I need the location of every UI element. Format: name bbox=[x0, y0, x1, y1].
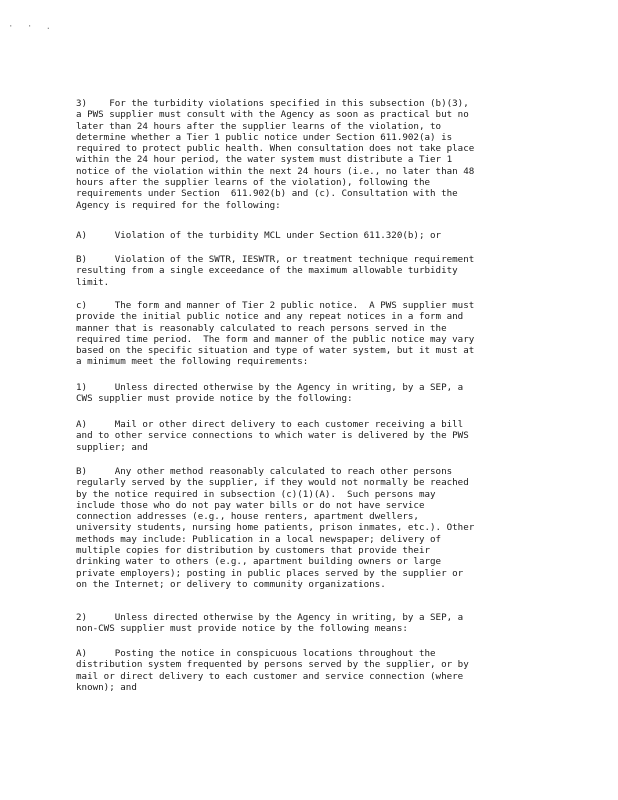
paragraph-c: c) The form and manner of Tier 2 public notice. A PWS supplier must provide the initial public notice and any repeat notices in a form and manner that is reasonably calculated to reach persons served in the required time period. The form and manner of the public notice may vary based on the specific situation and type of water system, but it must at a minimum meet the following requirements: bbox=[76, 300, 475, 368]
paragraph-1: 1) Unless directed otherwise by the Agency in writing, by a SEP, a CWS supplier must provide notice by the following: bbox=[76, 382, 464, 405]
paragraph-a: A) Violation of the turbidity MCL under Section 611.320(b); or bbox=[76, 230, 442, 241]
paragraph-1a: A) Mail or other direct delivery to each customer receiving a bill and to other service connections to which water is delivered by the PWS supplier; and bbox=[76, 419, 469, 453]
paragraph-1b: B) Any other method reasonably calculated to reach other persons regularly served by the supplier, if they would not normally be reached by the notice required in subsection (c)(1)(A). Such persons may include those who do not pay water bills or do not have service connection addresses (e.g., house renters, apartment dwellers, university students, nursing home patients, prison inmates, etc.). Other methods may include: Publication in a local newspaper; delivery of multiple copies for distribution by customers that provide their drinking water to others (e.g., apartment building owners or large private employers); posting in public places served by the supplier or on the Internet; or delivery to community organizations. bbox=[76, 466, 475, 590]
paragraph-3: 3) For the turbidity violations specified in this subsection (b)(3), a PWS supplier must consult with the Agency as soon as practical but no later than 24 hours after the supplier learns of the violation, to determine whether a Tier 1 public notice under Section 611.902(a) is required to protect public health. When consultation does not take place within the 24 hour period, the water system must distribute a Tier 1 notice of the violation within the next 24 hours (i.e., no later than 48 hours after the supplier learns of the violation), following the requirements under Section 611.902(b) and (c). Consultation with the Agency is required for the following: bbox=[76, 98, 475, 211]
scan-corner-marks: · · . bbox=[8, 22, 56, 32]
paragraph-2: 2) Unless directed otherwise by the Agency in writing, by a SEP, a non-CWS supplier must provide notice by the following means: bbox=[76, 612, 464, 635]
paragraph-b: B) Violation of the SWTR, IESWTR, or treatment technique requirement resulting from a single exceedance of the maximum allowable turbidity limit. bbox=[76, 254, 475, 288]
paragraph-2a: A) Posting the notice in conspicuous locations throughout the distribution system frequented by persons served by the supplier, or by mail or direct delivery to each customer and service connection (where known); and bbox=[76, 648, 469, 693]
